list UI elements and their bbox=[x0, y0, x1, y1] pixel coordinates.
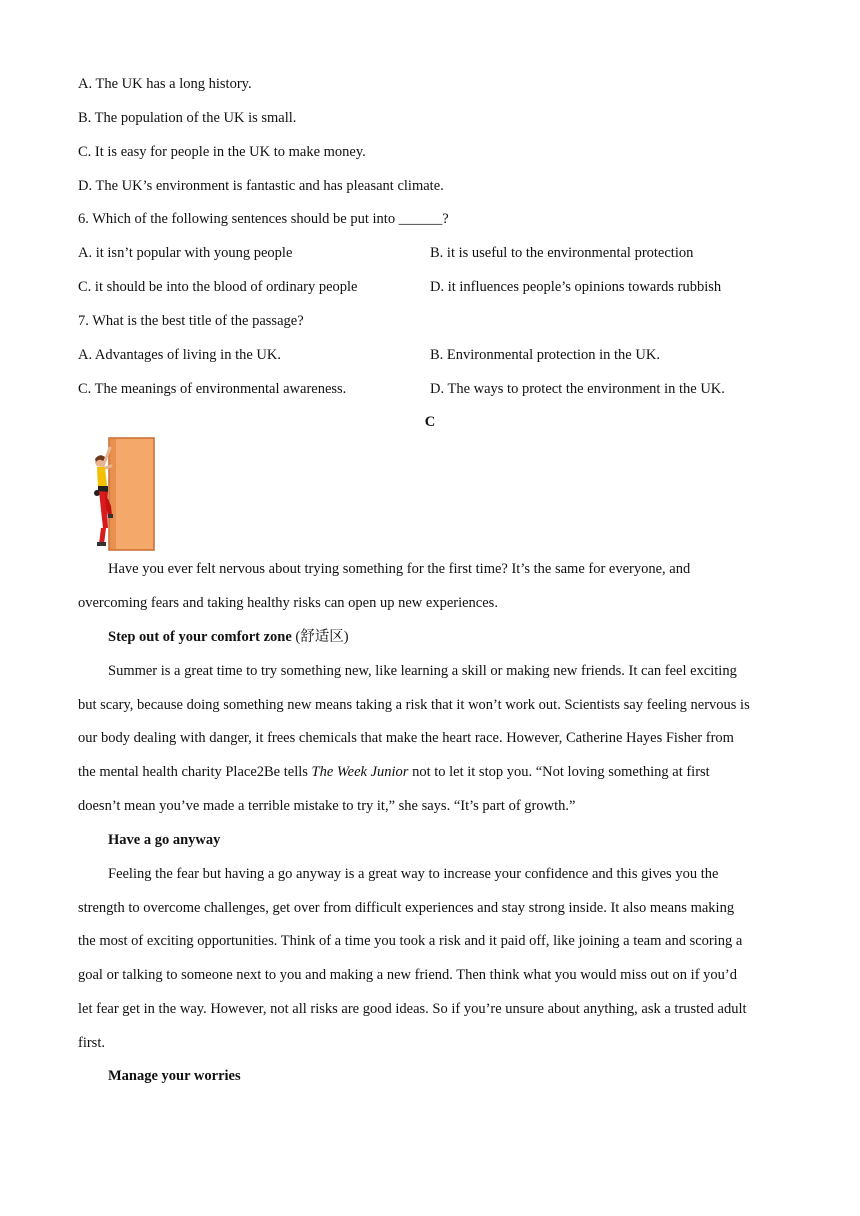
para2-line-6: first. bbox=[78, 1035, 105, 1051]
section-label: C bbox=[424, 414, 436, 430]
q6-option-c: C. it should be into the blood of ordinary people bbox=[78, 279, 358, 295]
q5-option-d: D. The UK’s environment is fantastic and has pleasant climate. bbox=[78, 178, 444, 194]
publication-title: The Week Junior bbox=[311, 764, 409, 780]
para1-line-3: our body dealing with danger, it frees chemicals that make the heart race. However, Catherine Hayes Fisher from bbox=[78, 730, 734, 746]
q5-option-a: A. The UK has a long history. bbox=[78, 76, 252, 92]
heading-comfort-zone-text: Step out of your comfort zone bbox=[108, 629, 292, 645]
q6-question: 6. Which of the following sentences should be put into ______? bbox=[78, 211, 449, 227]
heading-manage-worries: Manage your worries bbox=[108, 1068, 241, 1084]
q6-option-b: B. it is useful to the environmental protection bbox=[430, 245, 694, 261]
para1-line-4 bbox=[78, 763, 710, 781]
para1-line-5: doesn’t mean you’ve made a terrible mistake to try it,” she says. “It’s part of growth.” bbox=[78, 798, 576, 814]
para1-line-2: but scary, because doing something new means taking a risk that it won’t work out. Scientists say feeling nervous is bbox=[78, 697, 750, 713]
rock-climber-illustration bbox=[88, 436, 158, 552]
para2-line-1: Feeling the fear but having a go anyway is a great way to increase your confidence and this gives you the bbox=[108, 866, 719, 882]
para2-line-4: goal or talking to someone next to you and making a new friend. Then think what you would miss out on if you’d bbox=[78, 967, 737, 983]
q7-option-c: C. The meanings of environmental awareness. bbox=[78, 381, 347, 397]
q6-option-a: A. it isn’t popular with young people bbox=[78, 245, 293, 261]
para1-line-4b: not to let it stop you. “Not loving something at first bbox=[408, 764, 710, 780]
q5-option-c: C. It is easy for people in the UK to make money. bbox=[78, 144, 366, 160]
intro-line-2: overcoming fears and taking healthy risks can open up new experiences. bbox=[78, 595, 498, 611]
q6-option-d: D. it influences people’s opinions towards rubbish bbox=[430, 279, 722, 295]
intro-line-1: Have you ever felt nervous about trying something for the first time? It’s the same for everyone, and bbox=[108, 561, 691, 577]
para1-line-4a: the mental health charity Place2Be tells bbox=[78, 764, 312, 780]
heading-have-a-go: Have a go anyway bbox=[108, 832, 221, 848]
q7-option-b: B. Environmental protection in the UK. bbox=[430, 347, 660, 363]
q7-question: 7. What is the best title of the passage? bbox=[78, 313, 304, 329]
q7-option-a: A. Advantages of living in the UK. bbox=[78, 347, 281, 363]
para2-line-5: let fear get in the way. However, not all risks are good ideas. So if you’re unsure about anything, ask a trusted adult bbox=[78, 1001, 747, 1017]
q5-option-b: B. The population of the UK is small. bbox=[78, 110, 297, 126]
para2-line-3: the most of exciting opportunities. Think of a time you took a risk and it paid off, like joining a team and scoring a bbox=[78, 933, 743, 949]
heading-comfort-zone-note: (舒适区) bbox=[291, 629, 349, 645]
q7-option-d: D. The ways to protect the environment in the UK. bbox=[430, 381, 725, 397]
para2-line-2: strength to overcome challenges, get over from difficult experiences and stay strong inside. It also means making bbox=[78, 900, 735, 916]
para1-line-1: Summer is a great time to try something new, like learning a skill or making new friends. It can feel exciting bbox=[108, 663, 737, 679]
heading-comfort-zone bbox=[108, 628, 349, 646]
